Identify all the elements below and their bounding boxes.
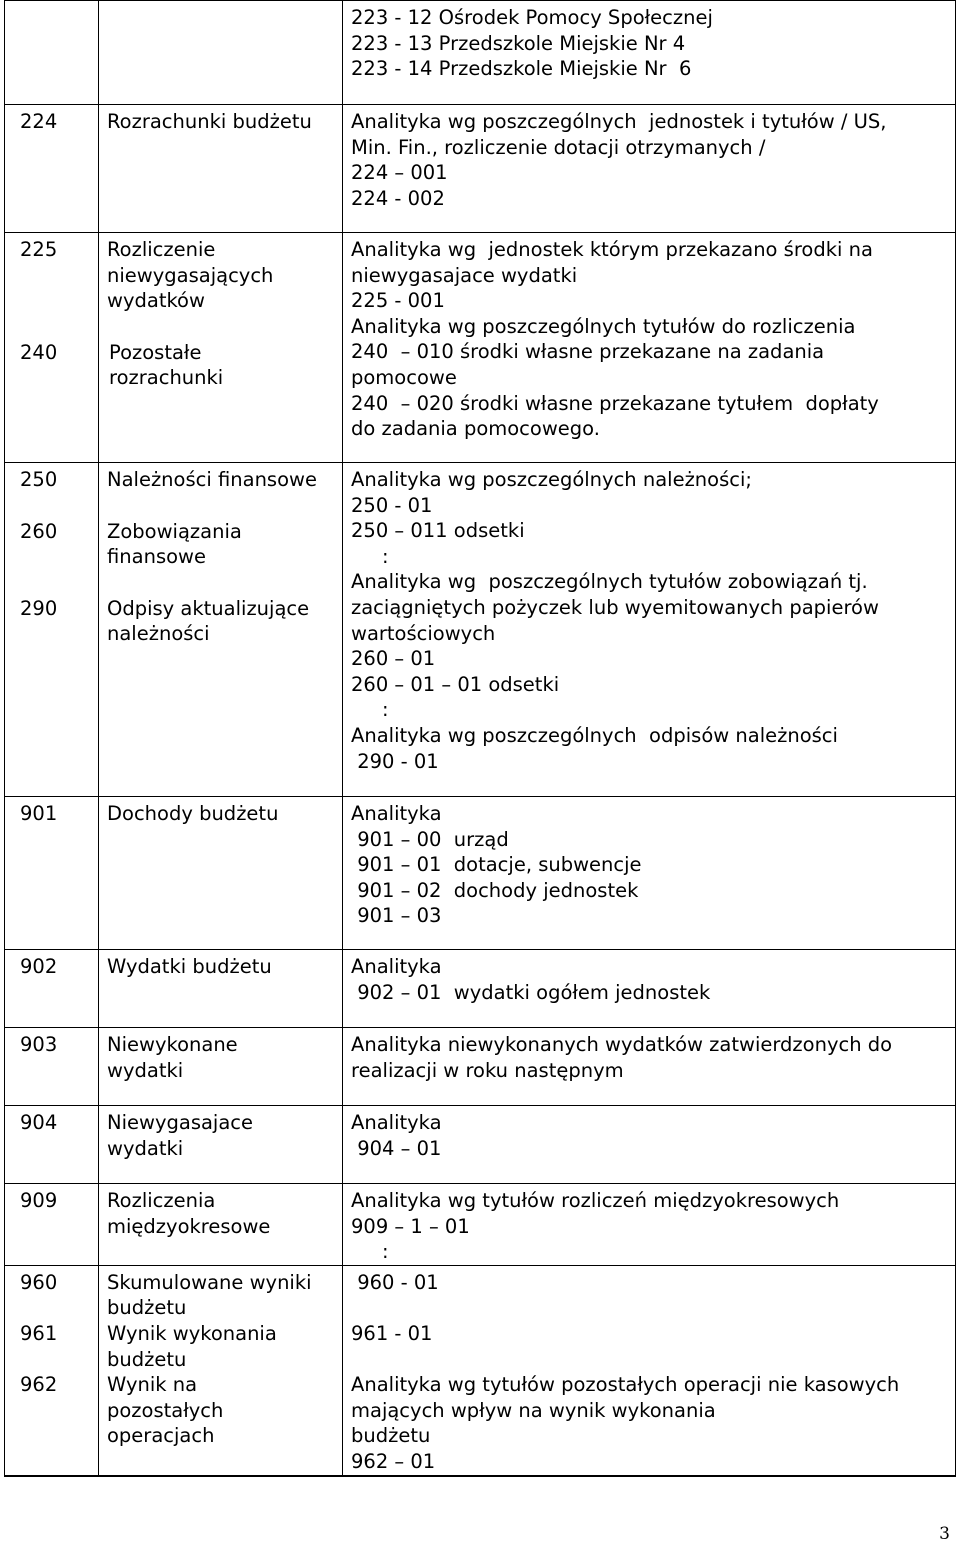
account-number: 961 [20,1321,58,1345]
description-line: Analityka [351,1111,442,1134]
account-number-cell [5,233,99,463]
account-number: 224 [20,110,58,133]
description-line: 224 – 001 [351,161,448,185]
account-name: Wydatki budżetu [107,955,272,978]
analytics-description-cell [343,797,956,950]
account-name-cell [99,1184,343,1266]
description-line: 902 – 01 wydatki ogółem jednostek [351,980,711,1004]
table-row [5,105,956,233]
description-line: 901 – 02 dochody jednostek [351,878,639,902]
description-line [343,1295,955,1321]
description-line: 224 - 002 [351,186,445,210]
analytics-description-cell [343,950,956,1028]
account-number-cell [5,1028,99,1106]
description-line: : [351,544,389,568]
table-row [5,1028,956,1106]
account-number: 901 [20,802,58,825]
account-name: Pozostałe rozrachunki [109,340,224,390]
description-line: 909 – 1 – 01 [351,1214,470,1238]
account-name-cell [99,797,343,950]
description-line: Analityka wg poszczególnych jednostek i tytułów / US, [351,110,887,133]
analytics-description-cell [343,1028,956,1106]
account-name-cell [99,1265,343,1475]
account-number-cell [5,1265,99,1475]
description-line: do zadania pomocowego. [351,417,600,441]
table-row [5,1184,956,1266]
analytics-description-cell [343,1265,956,1475]
description-line: budżetu [351,1424,431,1448]
description-line: Analityka [351,802,442,825]
account-name-cell [99,105,343,233]
description-line: 901 – 00 urząd [351,827,509,851]
description-line: 260 – 01 – 01 odsetki [351,672,560,696]
description-line: 250 - 01 [351,493,433,517]
account-number: 902 [20,955,58,978]
description-line: 290 - 01 [351,749,439,773]
account-number: 909 [20,1189,58,1212]
description-line: 962 – 01 [351,1449,436,1473]
description-line: : [351,698,389,722]
description-line: wartościowych [351,621,496,645]
account-number-cell [5,105,99,233]
account-number-cell [5,797,99,950]
account-number: 962 [20,1373,58,1397]
description-line: 260 – 01 [351,647,436,671]
account-number-cell [5,1184,99,1266]
table-row [5,950,956,1028]
account-number: 903 [20,1033,58,1056]
page-number: 3 [939,1524,950,1544]
account-number: 260 [20,519,58,543]
description-line: Analityka wg poszczególnych należności; [351,468,752,491]
account-number: 225 [20,238,58,261]
account-name-cell [99,1106,343,1184]
description-line: 904 – 01 [351,1136,442,1160]
account-name: Odpisy aktualizujące należności [107,596,310,646]
account-name: Dochody budżetu [107,802,279,825]
description-line: 250 – 011 odsetki [351,519,525,543]
table-row [5,797,956,950]
analytics-description-cell [343,105,956,233]
spacer [5,493,98,519]
table-row [5,233,956,463]
account-name: Niewygasajace wydatki [107,1111,254,1160]
description-line: Analityka [351,955,442,978]
analytics-description-cell [343,1184,956,1266]
table-row [5,463,956,797]
account-name: Niewykonane wydatki [107,1033,238,1082]
description-line: Min. Fin., rozliczenie dotacji otrzymanych / [351,135,766,159]
spacer [99,493,342,519]
description-line: mających wpływ na wynik wykonania [351,1398,716,1422]
description-line: 223 - 12 Ośrodek Pomocy Społecznej [351,6,713,29]
description-line: Analityka niewykonanych wydatków zatwierdzonych do [351,1033,893,1056]
account-name: Rozliczenie niewygasających wydatków [107,238,274,313]
description-line: niewygasajace wydatki [351,263,578,287]
spacer [99,314,342,340]
account-name: Zobowiązania finansowe [107,519,242,569]
analytics-description-cell [343,1106,956,1184]
description-line: : [351,1240,389,1264]
accounts-table-body [5,1,956,1476]
description-line: 961 - 01 [351,1321,433,1345]
description-line: Analityka wg poszczególnych tytułów zobowiązań tj. [351,570,868,594]
description-line: 240 – 010 środki własne przekazane na zadania [351,340,825,364]
description-line: 901 – 03 [351,904,442,928]
description-line: 223 - 14 Przedszkole Miejskie Nr 6 [351,57,692,81]
account-name: Wynik na pozostałych operacjach [107,1373,224,1448]
description-line: Analityka wg poszczególnych odpisów należności [351,723,838,747]
account-number: 240 [20,340,58,364]
account-number-cell [5,950,99,1028]
description-line: realizacji w roku następnym [351,1058,624,1082]
account-name: Wynik wykonania budżetu [107,1321,277,1371]
account-number: 960 [20,1270,58,1294]
description-line: Analityka wg tytułów rozliczeń międzyokresowych [351,1189,840,1212]
account-name-cell [99,1,343,105]
description-line: 223 - 13 Przedszkole Miejskie Nr 4 [351,31,686,55]
account-number: 250 [20,468,58,491]
description-line [343,1347,955,1373]
description-line: Analityka wg poszczególnych tytułów do rozliczenia [351,314,856,338]
description-line: zaciągniętych pożyczek lub wyemitowanych papierów [351,595,879,619]
account-number-cell [5,1106,99,1184]
description-line: 240 – 020 środki własne przekazane tytułem dopłaty [351,391,879,415]
account-name: Rozrachunki budżetu [107,110,312,133]
account-name-cell [99,463,343,797]
analytics-description-cell [343,1,956,105]
account-number-cell [5,463,99,797]
analytics-description-cell [343,463,956,797]
spacer [99,570,342,596]
description-line: 225 - 001 [351,289,445,313]
account-number: 290 [20,596,58,620]
description-line: pomocowe [351,365,457,389]
description-line: 960 - 01 [351,1270,439,1294]
table-row [5,1,956,105]
analytics-description-cell [343,233,956,463]
table-row [5,1106,956,1184]
spacer [5,314,98,340]
account-name-cell [99,1028,343,1106]
account-name-cell [99,950,343,1028]
account-name-cell [99,233,343,463]
account-number-cell [5,1,99,105]
description-line: Analityka wg jednostek którym przekazano środki na [351,238,873,261]
account-number: 904 [20,1111,58,1134]
spacer [5,570,98,596]
account-name: Należności finansowe [107,468,317,491]
description-line: 901 – 01 dotacje, subwencje [351,853,642,877]
accounts-table [4,0,956,1477]
account-name: Rozliczenia międzyokresowe [107,1189,271,1238]
account-name: Skumulowane wyniki budżetu [107,1270,312,1320]
description-line: Analityka wg tytułów pozostałych operacji nie kasowych [351,1373,900,1397]
table-row [5,1265,956,1475]
